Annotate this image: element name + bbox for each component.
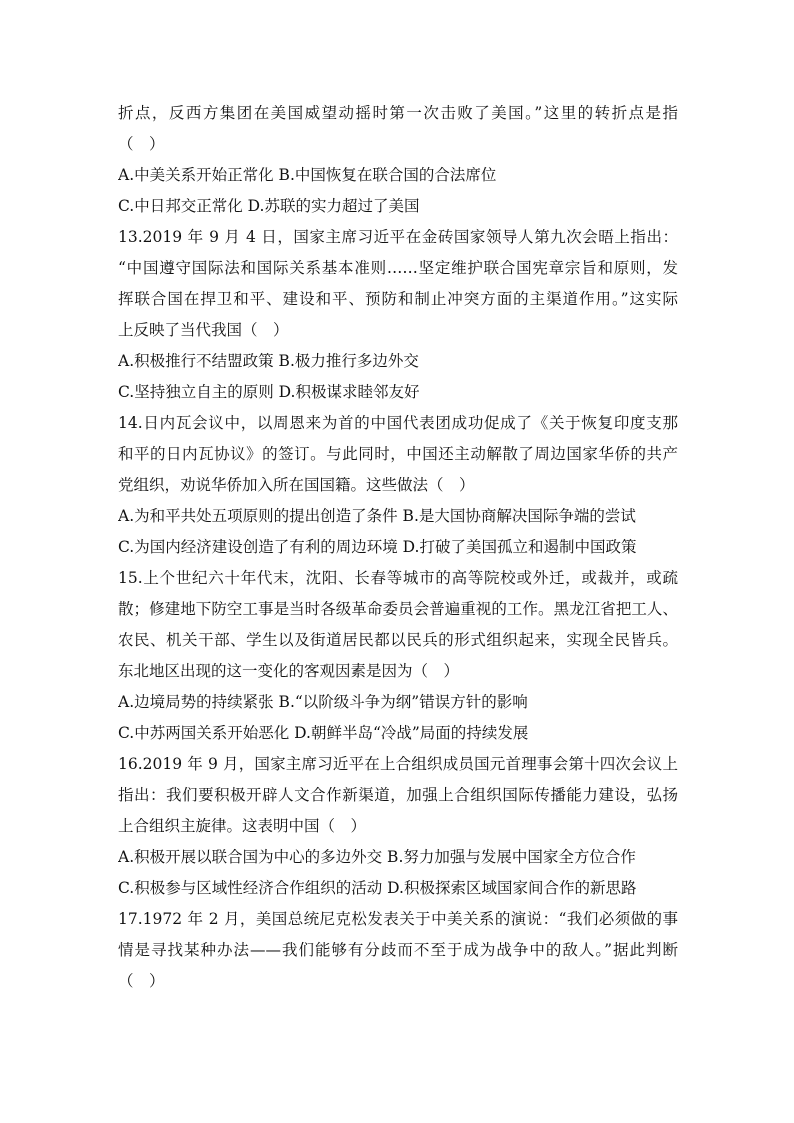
text-line: 东北地区出现的这一变化的客观因素是因为（ ）: [118, 662, 460, 680]
option-line: C.中日邦交正常化 D.苏联的实力超过了美国: [118, 197, 420, 215]
option-line: A.中美关系开始正常化 B.中国恢复在联合国的合法席位: [118, 166, 497, 184]
question-17-line: 17.1972 年 2 月，美国总统尼克松发表关于中美关系的演说：“我们必须做的事: [118, 910, 678, 928]
text-line: 指出：我们要积极开辟人文合作新渠道，加强上合组织国际传播能力建设，弘扬: [118, 786, 678, 804]
question-13-line: 13.2019 年 9 月 4 日，国家主席习近平在金砖国家领导人第九次会晤上指出：: [118, 228, 678, 246]
option-line: C.坚持独立自主的原则 D.积极谋求睦邻友好: [118, 383, 420, 401]
option-line: C.积极参与区域性经济合作组织的活动 D.积极探索区域国家间合作的新思路: [118, 879, 637, 897]
text-line: 折点，反西方集团在美国威望动摇时第一次击败了美国。”这里的转折点是指: [118, 104, 678, 122]
text-line: 散；修建地下防空工事是当时各级革命委员会普遍重视的工作。黑龙江省把工人、: [118, 600, 678, 618]
option-line: A.积极推行不结盟政策 B.极力推行多边外交: [118, 352, 419, 370]
text-line: 党组织，劝说华侨加入所在国国籍。这些做法（ ）: [118, 476, 475, 494]
text-line: “中国遵守国际法和国际关系基本准则……坚定维护联合国宪章宗旨和原则，发: [118, 259, 678, 277]
option-line: A.积极开展以联合国为中心的多边外交 B.努力加强与发展中国家全方位合作: [118, 848, 636, 866]
question-text-block: [118, 98, 678, 997]
option-line: C.中苏两国关系开始恶化 D.朝鲜半岛“冷战”局面的持续发展: [118, 724, 529, 742]
text-line: 上合组织主旋律。这表明中国（ ）: [118, 817, 367, 835]
answer-blank: （ ）: [118, 972, 165, 990]
option-line: A.边境局势的持续紧张 B.“以阶级斗争为纲”错误方针的影响: [118, 693, 528, 711]
text-line: 和平的日内瓦协议》的签订。与此同时，中国还主动解散了周边国家华侨的共产: [118, 445, 678, 463]
option-line: A.为和平共处五项原则的提出创造了条件 B.是大国协商解决国际争端的尝试: [118, 507, 636, 525]
option-line: C.为国内经济建设创造了有利的周边环境 D.打破了美国孤立和遏制中国政策: [118, 538, 637, 556]
question-16-line: 16.2019 年 9 月，国家主席习近平在上合组织成员国元首理事会第十四次会议上: [118, 755, 678, 773]
text-line: 情是寻找某种办法——我们能够有分歧而不至于成为战争中的敌人。”据此判断: [118, 941, 678, 959]
text-line: 农民、机关干部、学生以及街道居民都以民兵的形式组织起来，实现全民皆兵。: [118, 631, 678, 649]
answer-blank: （ ）: [118, 135, 165, 153]
question-14-line: 14.日内瓦会议中，以周恩来为首的中国代表团成功促成了《关于恢复印度支那: [118, 414, 678, 432]
question-15-line: 15.上个世纪六十年代末，沈阳、长春等城市的高等院校或外迁，或裁并，或疏: [118, 569, 678, 587]
text-line: 挥联合国在捍卫和平、建设和平、预防和制止冲突方面的主渠道作用。”这实际: [118, 290, 678, 308]
text-line: 上反映了当代我国（ ）: [118, 321, 289, 339]
